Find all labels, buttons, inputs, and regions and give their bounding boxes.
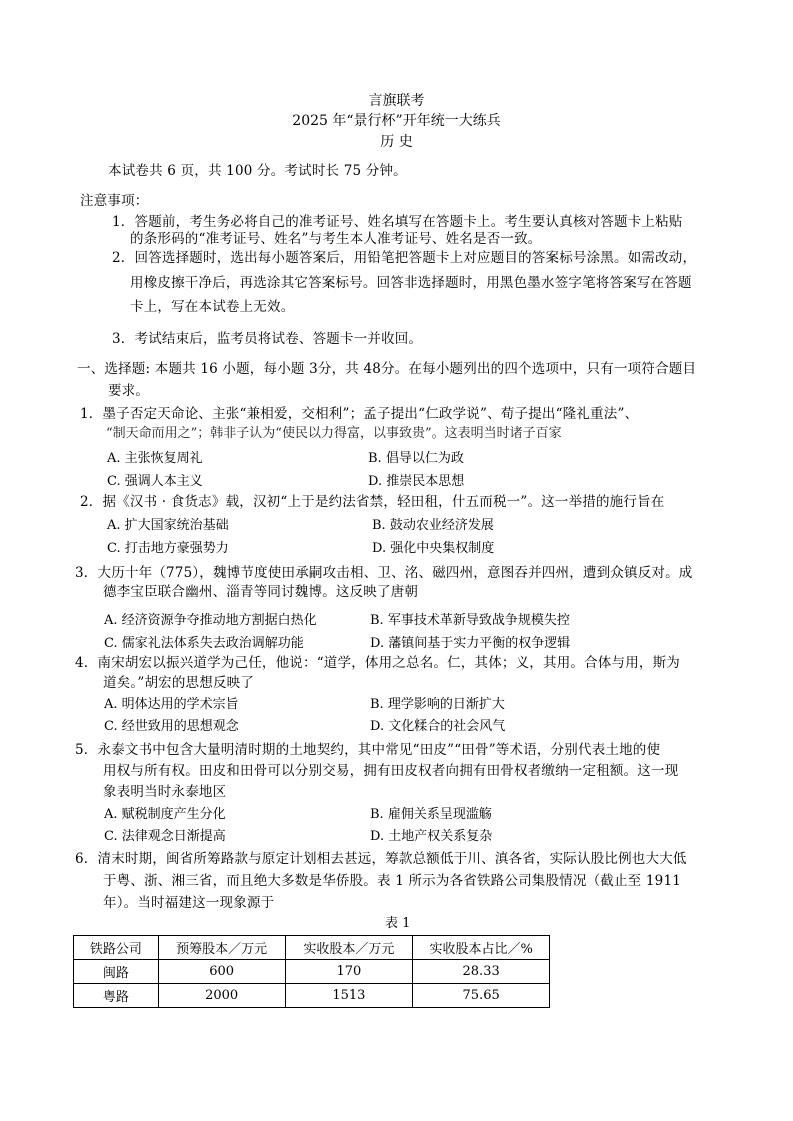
table-header-row [74, 936, 550, 960]
table-header-cell: 实收股本占比／% [413, 936, 550, 960]
notice-item-2-line-1: 2．回答选择题时，选出每小题答案后，用铅笔把答题卡上对应题目的答案标号涂黑。如需改动， [112, 250, 697, 266]
section-heading-line-1: 一、选择题: 本题共 16 小题，每小题 3分，共 48分。在每小题列出的四个选项中，只有一项符合题目 [77, 361, 697, 377]
question-5-option-d: D. 土地产权关系复杂 [370, 829, 493, 844]
question-1-option-a: A. 主张恢复周礼 [107, 451, 203, 466]
question-5-option-b: B. 雇佣关系呈现滥觞 [370, 807, 492, 822]
question-2-option-a: A. 扩大国家统治基础 [107, 518, 229, 533]
notice-item-2-line-3: 卡上，写在本试卷上无效。 [130, 299, 295, 315]
question-3-stem-line-1: 3．大历十年（775），魏博节度使田承嗣攻击相、卫、洺、磁四州，意图吞并四州，遭到众镇反对。成 [75, 565, 693, 581]
question-4-stem-line-1: 4．南宋胡宏以振兴道学为己任，他说：“道学，体用之总名。仁，其体；义，其用。合体与用，斯为 [75, 655, 680, 671]
table-row [74, 984, 550, 1008]
question-5-stem-line-1: 5．永泰文书中包含大量明清时期的土地契约，其中常见“田皮”“田骨”等术语，分别代表土地的使 [75, 742, 661, 758]
section-heading-line-2: 要求。 [108, 383, 150, 399]
table-cell: 2000 [158, 984, 285, 1008]
question-4-stem-line-2: 道矣。”胡宏的思想反映了 [103, 675, 255, 691]
notice-item-1-line-1: 1．答题前，考生务必将自己的准考证号、姓名填写在答题卡上。考生要认真核对答题卡上粘贴 [112, 214, 683, 230]
question-5-stem-line-2: 用权与所有权。田皮和田骨可以分别交易，拥有田皮权者向拥有田骨权者缴纳一定租额。这一现 [103, 763, 679, 779]
table-caption: 表 1 [385, 916, 411, 931]
question-6-stem-line-3: 年）。当时福建这一现象源于 [103, 895, 275, 911]
question-3-option-a: A. 经济资源争夺推动地方割据白热化 [104, 613, 317, 628]
table-cell: 75.65 [413, 984, 550, 1008]
table-header-cell: 铁路公司 [74, 936, 159, 960]
question-4-option-b: B. 理学影响的日渐扩大 [370, 697, 505, 712]
notice-heading: 注意事项： [80, 193, 149, 209]
table-cell: 粤路 [74, 984, 159, 1008]
question-3-option-c: C. 儒家礼法体系失去政治调解功能 [104, 636, 304, 651]
question-2-option-b: B. 鼓动农业经济发展 [372, 518, 494, 533]
table-cell: 1513 [285, 984, 413, 1008]
table-cell: 闽路 [74, 960, 159, 984]
question-6-stem-line-2: 于粤、浙、湘三省，而且绝大多数是华侨股。表 1 所示为各省铁路公司集股情况（截止至 1911 [103, 873, 682, 889]
question-2-option-c: C. 打击地方豪强势力 [107, 541, 229, 556]
exam-subject: 历 史 [380, 134, 413, 150]
question-4-option-a: A. 明体达用的学术宗旨 [104, 697, 239, 712]
question-1-stem-line-2: “制天命而用之”；韩非子认为“使民以力得富，以事致贵”。这表明当时诸子百家 [106, 426, 562, 441]
notice-item-1-line-2: 的条形码的“准考证号、姓名”与考生本人准考证号、姓名是否一致。 [130, 231, 542, 247]
question-3-stem-line-2: 德李宝臣联合幽州、淄青等同讨魏博。这反映了唐朝 [103, 584, 419, 600]
table-cell: 170 [285, 960, 413, 984]
table-cell: 28.33 [413, 960, 550, 984]
exam-title: 2025 年“景行杯”开年统一大练兵 [292, 113, 501, 129]
table-row [74, 960, 550, 984]
exam-org: 言旗联考 [368, 93, 425, 109]
railway-shares-table [73, 935, 550, 1008]
question-4-option-d: D. 文化糅合的社会风气 [370, 719, 506, 734]
question-5-option-a: A. 赋税制度产生分化 [104, 807, 226, 822]
exam-intro: 本试卷共 6 页，共 100 分。考试时长 75 分钟。 [108, 163, 407, 179]
table-cell: 600 [158, 960, 285, 984]
table-header-cell: 实收股本／万元 [285, 936, 413, 960]
question-4-option-c: C. 经世致用的思想观念 [104, 719, 239, 734]
question-1-option-c: C. 强调人本主义 [107, 474, 203, 489]
question-6-stem-line-1: 6．清末时期，闽省所筹路款与原定计划相去甚远，筹款总额低于川、滇各省，实际认股比例也大大低 [75, 851, 687, 867]
question-5-option-c: C. 法律观念日渐提高 [104, 829, 226, 844]
table-header-cell: 预筹股本／万元 [158, 936, 285, 960]
question-2-option-d: D. 强化中央集权制度 [372, 541, 495, 556]
question-1-stem-line-1: 1．墨子否定天命论、主张“兼相爱，交相利”；孟子提出“仁政学说”、荀子提出“隆礼重法”、 [80, 406, 639, 422]
question-2-stem: 2．据《汉书 · 食货志》载，汉初“上于是约法省禁，轻田租，什五而税一”。这一举措的施行旨在 [80, 494, 665, 510]
question-5-stem-line-3: 象表明当时永泰地区 [103, 784, 227, 800]
question-3-option-b: B. 军事技术革新导致战争规模失控 [370, 613, 570, 628]
question-1-option-b: B. 倡导以仁为政 [368, 451, 464, 466]
question-1-option-d: D. 推崇民本思想 [368, 474, 465, 489]
notice-item-3: 3．考试结束后，监考员将试卷、答题卡一并收回。 [112, 331, 423, 347]
notice-item-2-line-2: 用橡皮擦干净后，再选涂其它答案标号。回答非选择题时，用黑色墨水签字笔将答案写在答题 [130, 275, 692, 291]
question-3-option-d: D. 藩镇间基于实力平衡的权争逻辑 [370, 636, 571, 651]
